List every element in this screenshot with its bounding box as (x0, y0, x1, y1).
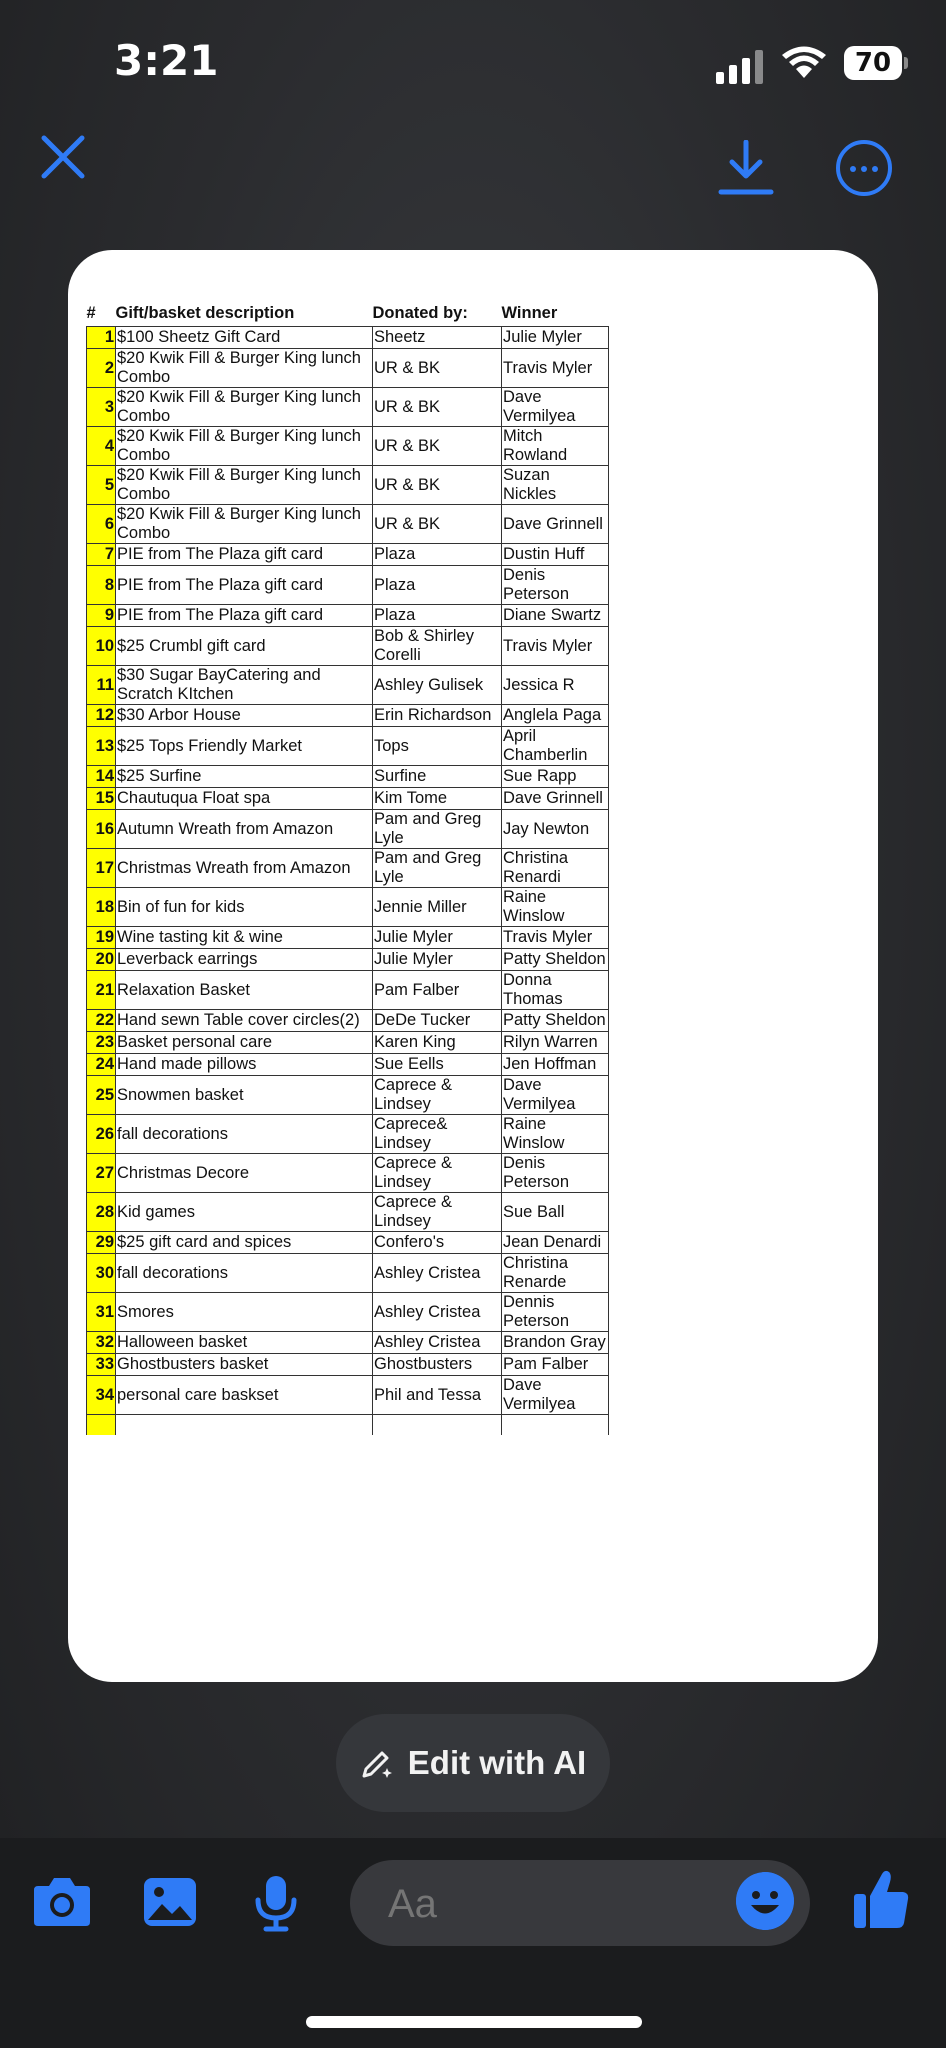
close-icon[interactable] (40, 134, 86, 180)
more-icon[interactable] (836, 140, 892, 196)
gift-description: Hand sewn Table cover circles(2) (116, 1010, 373, 1032)
gift-description: $100 Sheetz Gift Card (116, 327, 373, 349)
gift-description: Leverback earrings (116, 949, 373, 971)
header-description: Gift/basket description (115, 304, 295, 322)
camera-icon[interactable] (32, 1874, 92, 1928)
row-number: 28 (87, 1193, 116, 1232)
table-row (87, 605, 609, 627)
table-header-row (87, 304, 609, 327)
gift-description: $25 Crumbl gift card (116, 627, 373, 666)
table-row (87, 971, 609, 1010)
winner-name: April Chamberlin (502, 727, 609, 766)
donor-name: Jennie Miller (373, 888, 502, 927)
row-number: 22 (87, 1010, 116, 1032)
winner-name: Dave Vermilyea (502, 1376, 609, 1415)
table-row (87, 1193, 609, 1232)
winner-name: Patty Sheldon (502, 949, 609, 971)
table-row (87, 949, 609, 971)
winner-name: Brandon Gray (502, 1332, 609, 1354)
winner-name: Jessica R (502, 666, 609, 705)
row-number: 3 (87, 388, 116, 427)
winner-name: Raine Winslow (502, 888, 609, 927)
donor-name: UR & BK (373, 466, 502, 505)
message-composer[interactable] (350, 1860, 810, 1946)
table-row (87, 427, 609, 466)
cellular-signal-icon (716, 50, 764, 84)
table-row (87, 1254, 609, 1293)
winner-name: Sue Rapp (502, 766, 609, 788)
gift-description: $25 gift card and spices (116, 1232, 373, 1254)
row-number: 15 (87, 788, 116, 810)
gift-description: fall decorations (116, 1115, 373, 1154)
empty-cell (502, 1415, 609, 1436)
row-number: 12 (87, 705, 116, 727)
row-number: 10 (87, 627, 116, 666)
gift-description: $20 Kwik Fill & Burger King lunch Combo (116, 466, 373, 505)
winner-name: Dave Vermilyea (502, 1076, 609, 1115)
row-number: 32 (87, 1332, 116, 1354)
table-body (87, 327, 609, 1436)
gift-description: $20 Kwik Fill & Burger King lunch Combo (116, 388, 373, 427)
winner-name: Anglela Paga (502, 705, 609, 727)
table-row (87, 505, 609, 544)
table-row (87, 327, 609, 349)
thumbs-up-icon[interactable] (852, 1868, 910, 1930)
donor-name: Caprece& Lindsey (373, 1115, 502, 1154)
table-row (87, 705, 609, 727)
battery-indicator: 70 (844, 46, 902, 80)
row-number: 31 (87, 1293, 116, 1332)
row-number: 4 (87, 427, 116, 466)
gallery-icon[interactable] (142, 1876, 198, 1928)
donor-name: Ashley Cristea (373, 1254, 502, 1293)
table-row (87, 388, 609, 427)
donor-name: UR & BK (373, 388, 502, 427)
winner-name: Pam Falber (502, 1354, 609, 1376)
battery-tip (904, 57, 908, 69)
gift-description: Wine tasting kit & wine (116, 927, 373, 949)
document-preview (68, 250, 878, 1682)
winner-name: Sue Ball (502, 1193, 609, 1232)
wifi-icon (782, 46, 826, 80)
winner-name: Travis Myler (502, 927, 609, 949)
winner-name: Christina Renardi (502, 849, 609, 888)
gift-description: $20 Kwik Fill & Burger King lunch Combo (116, 349, 373, 388)
table-row (87, 1054, 609, 1076)
winner-name: Diane Swartz (502, 605, 609, 627)
spreadsheet (86, 304, 609, 1435)
row-number: 5 (87, 466, 116, 505)
table-row (87, 1232, 609, 1254)
donor-name: DeDe Tucker (373, 1010, 502, 1032)
winner-name: Dustin Huff (502, 544, 609, 566)
header-winner: Winner (501, 304, 558, 322)
donor-name: UR & BK (373, 349, 502, 388)
winner-name: Dave Vermilyea (502, 388, 609, 427)
row-number: 25 (87, 1076, 116, 1115)
donor-name: Karen King (373, 1032, 502, 1054)
donor-name: Sue Eells (373, 1054, 502, 1076)
gift-description: Autumn Wreath from Amazon (116, 810, 373, 849)
gift-description: fall decorations (116, 1254, 373, 1293)
donor-name: Plaza (373, 605, 502, 627)
winner-name: Dave Grinnell (502, 505, 609, 544)
empty-cell (87, 1415, 116, 1436)
gift-description: Ghostbusters basket (116, 1354, 373, 1376)
row-number: 2 (87, 349, 116, 388)
gift-description: PIE from The Plaza gift card (116, 605, 373, 627)
table-row (87, 1154, 609, 1193)
donor-name: Phil and Tessa (373, 1376, 502, 1415)
table-row (87, 1354, 609, 1376)
table-row (87, 566, 609, 605)
winner-name: Jean Denardi (502, 1232, 609, 1254)
row-number: 6 (87, 505, 116, 544)
gift-description: Smores (116, 1293, 373, 1332)
gift-description: Snowmen basket (116, 1076, 373, 1115)
row-number: 18 (87, 888, 116, 927)
row-number: 29 (87, 1232, 116, 1254)
donor-name: Erin Richardson (373, 705, 502, 727)
table-row (87, 927, 609, 949)
winner-name: Denis Peterson (502, 566, 609, 605)
table-row (87, 1293, 609, 1332)
donor-name: Ashley Gulisek (373, 666, 502, 705)
row-number: 13 (87, 727, 116, 766)
winner-name: Jay Newton (502, 810, 609, 849)
donor-name: Sheetz (373, 327, 502, 349)
table-row (87, 1032, 609, 1054)
table-row (87, 788, 609, 810)
donor-name: Confero's (373, 1232, 502, 1254)
row-number: 34 (87, 1376, 116, 1415)
row-number: 27 (87, 1154, 116, 1193)
gift-description: Kid games (116, 1193, 373, 1232)
edit-with-ai-label: Edit with AI (407, 1744, 587, 1781)
gift-description: Halloween basket (116, 1332, 373, 1354)
table-row (87, 810, 609, 849)
winner-name: Dennis Peterson (502, 1293, 609, 1332)
gift-description: Bin of fun for kids (116, 888, 373, 927)
header-number: # (86, 304, 96, 322)
row-number: 9 (87, 605, 116, 627)
row-number: 30 (87, 1254, 116, 1293)
row-number: 7 (87, 544, 116, 566)
table-row (87, 766, 609, 788)
donor-name: Plaza (373, 566, 502, 605)
row-number: 21 (87, 971, 116, 1010)
magic-pencil-icon (360, 1746, 394, 1780)
row-number: 19 (87, 927, 116, 949)
donor-name: Caprece & Lindsey (373, 1154, 502, 1193)
table-row (87, 1010, 609, 1032)
row-number: 8 (87, 566, 116, 605)
donor-name: Julie Myler (373, 949, 502, 971)
donor-name: Bob & Shirley Corelli (373, 627, 502, 666)
gift-description: PIE from The Plaza gift card (116, 566, 373, 605)
donor-name: Pam and Greg Lyle (373, 849, 502, 888)
donor-name: Ghostbusters (373, 1354, 502, 1376)
table-row (87, 888, 609, 927)
emoji-icon[interactable] (736, 1872, 794, 1930)
row-number: 33 (87, 1354, 116, 1376)
donor-name: UR & BK (373, 427, 502, 466)
gift-description: PIE from The Plaza gift card (116, 544, 373, 566)
table-row (87, 1332, 609, 1354)
winner-name: Christina Renarde (502, 1254, 609, 1293)
winner-name: Donna Thomas (502, 971, 609, 1010)
home-indicator (306, 2016, 642, 2028)
gift-description: Chautuqua Float spa (116, 788, 373, 810)
row-number: 17 (87, 849, 116, 888)
winner-name: Travis Myler (502, 627, 609, 666)
donor-name: Julie Myler (373, 927, 502, 949)
table-row (87, 349, 609, 388)
microphone-icon[interactable] (254, 1874, 298, 1932)
winner-name: Raine Winslow (502, 1115, 609, 1154)
table-row (87, 666, 609, 705)
table-row (87, 544, 609, 566)
donor-name: Surfine (373, 766, 502, 788)
download-icon[interactable] (718, 140, 774, 196)
donor-name: Ashley Cristea (373, 1332, 502, 1354)
donor-name: Tops (373, 727, 502, 766)
row-number: 14 (87, 766, 116, 788)
winner-name: Jen Hoffman (502, 1054, 609, 1076)
donor-name: Pam Falber (373, 971, 502, 1010)
message-input[interactable] (386, 1860, 710, 1948)
empty-cell (373, 1415, 502, 1436)
winner-name: Suzan Nickles (502, 466, 609, 505)
table-row (87, 1115, 609, 1154)
edit-with-ai-button[interactable] (336, 1714, 610, 1812)
donor-name: Caprece & Lindsey (373, 1193, 502, 1232)
empty-cell (116, 1415, 373, 1436)
winner-name: Mitch Rowland (502, 427, 609, 466)
table-row-empty (87, 1415, 609, 1436)
status-time: 3:21 (114, 36, 219, 85)
table-row (87, 1376, 609, 1415)
winner-name: Rilyn Warren (502, 1032, 609, 1054)
winner-name: Julie Myler (502, 327, 609, 349)
gift-description: $30 Sugar BayCatering and Scratch KItchen (116, 666, 373, 705)
row-number: 24 (87, 1054, 116, 1076)
table-row (87, 1076, 609, 1115)
row-number: 16 (87, 810, 116, 849)
status-indicators (686, 44, 946, 84)
gift-description: $30 Arbor House (116, 705, 373, 727)
donor-name: Ashley Cristea (373, 1293, 502, 1332)
winner-name: Travis Myler (502, 349, 609, 388)
donor-name: Kim Tome (373, 788, 502, 810)
raffle-table (86, 304, 609, 1435)
table-row (87, 727, 609, 766)
gift-description: Christmas Wreath from Amazon (116, 849, 373, 888)
table-row (87, 627, 609, 666)
row-number: 20 (87, 949, 116, 971)
donor-name: UR & BK (373, 505, 502, 544)
winner-name: Dave Grinnell (502, 788, 609, 810)
winner-name: Patty Sheldon (502, 1010, 609, 1032)
gift-description: Relaxation Basket (116, 971, 373, 1010)
donor-name: Plaza (373, 544, 502, 566)
table-row (87, 849, 609, 888)
gift-description: $25 Surfine (116, 766, 373, 788)
header-donor: Donated by: (372, 304, 468, 322)
row-number: 11 (87, 666, 116, 705)
row-number: 1 (87, 327, 116, 349)
gift-description: Christmas Decore (116, 1154, 373, 1193)
winner-name: Denis Peterson (502, 1154, 609, 1193)
gift-description: personal care baskset (116, 1376, 373, 1415)
gift-description: $20 Kwik Fill & Burger King lunch Combo (116, 505, 373, 544)
gift-description: $25 Tops Friendly Market (116, 727, 373, 766)
gift-description: Hand made pillows (116, 1054, 373, 1076)
gift-description: $20 Kwik Fill & Burger King lunch Combo (116, 427, 373, 466)
table-row (87, 466, 609, 505)
gift-description: Basket personal care (116, 1032, 373, 1054)
donor-name: Pam and Greg Lyle (373, 810, 502, 849)
row-number: 23 (87, 1032, 116, 1054)
donor-name: Caprece & Lindsey (373, 1076, 502, 1115)
row-number: 26 (87, 1115, 116, 1154)
